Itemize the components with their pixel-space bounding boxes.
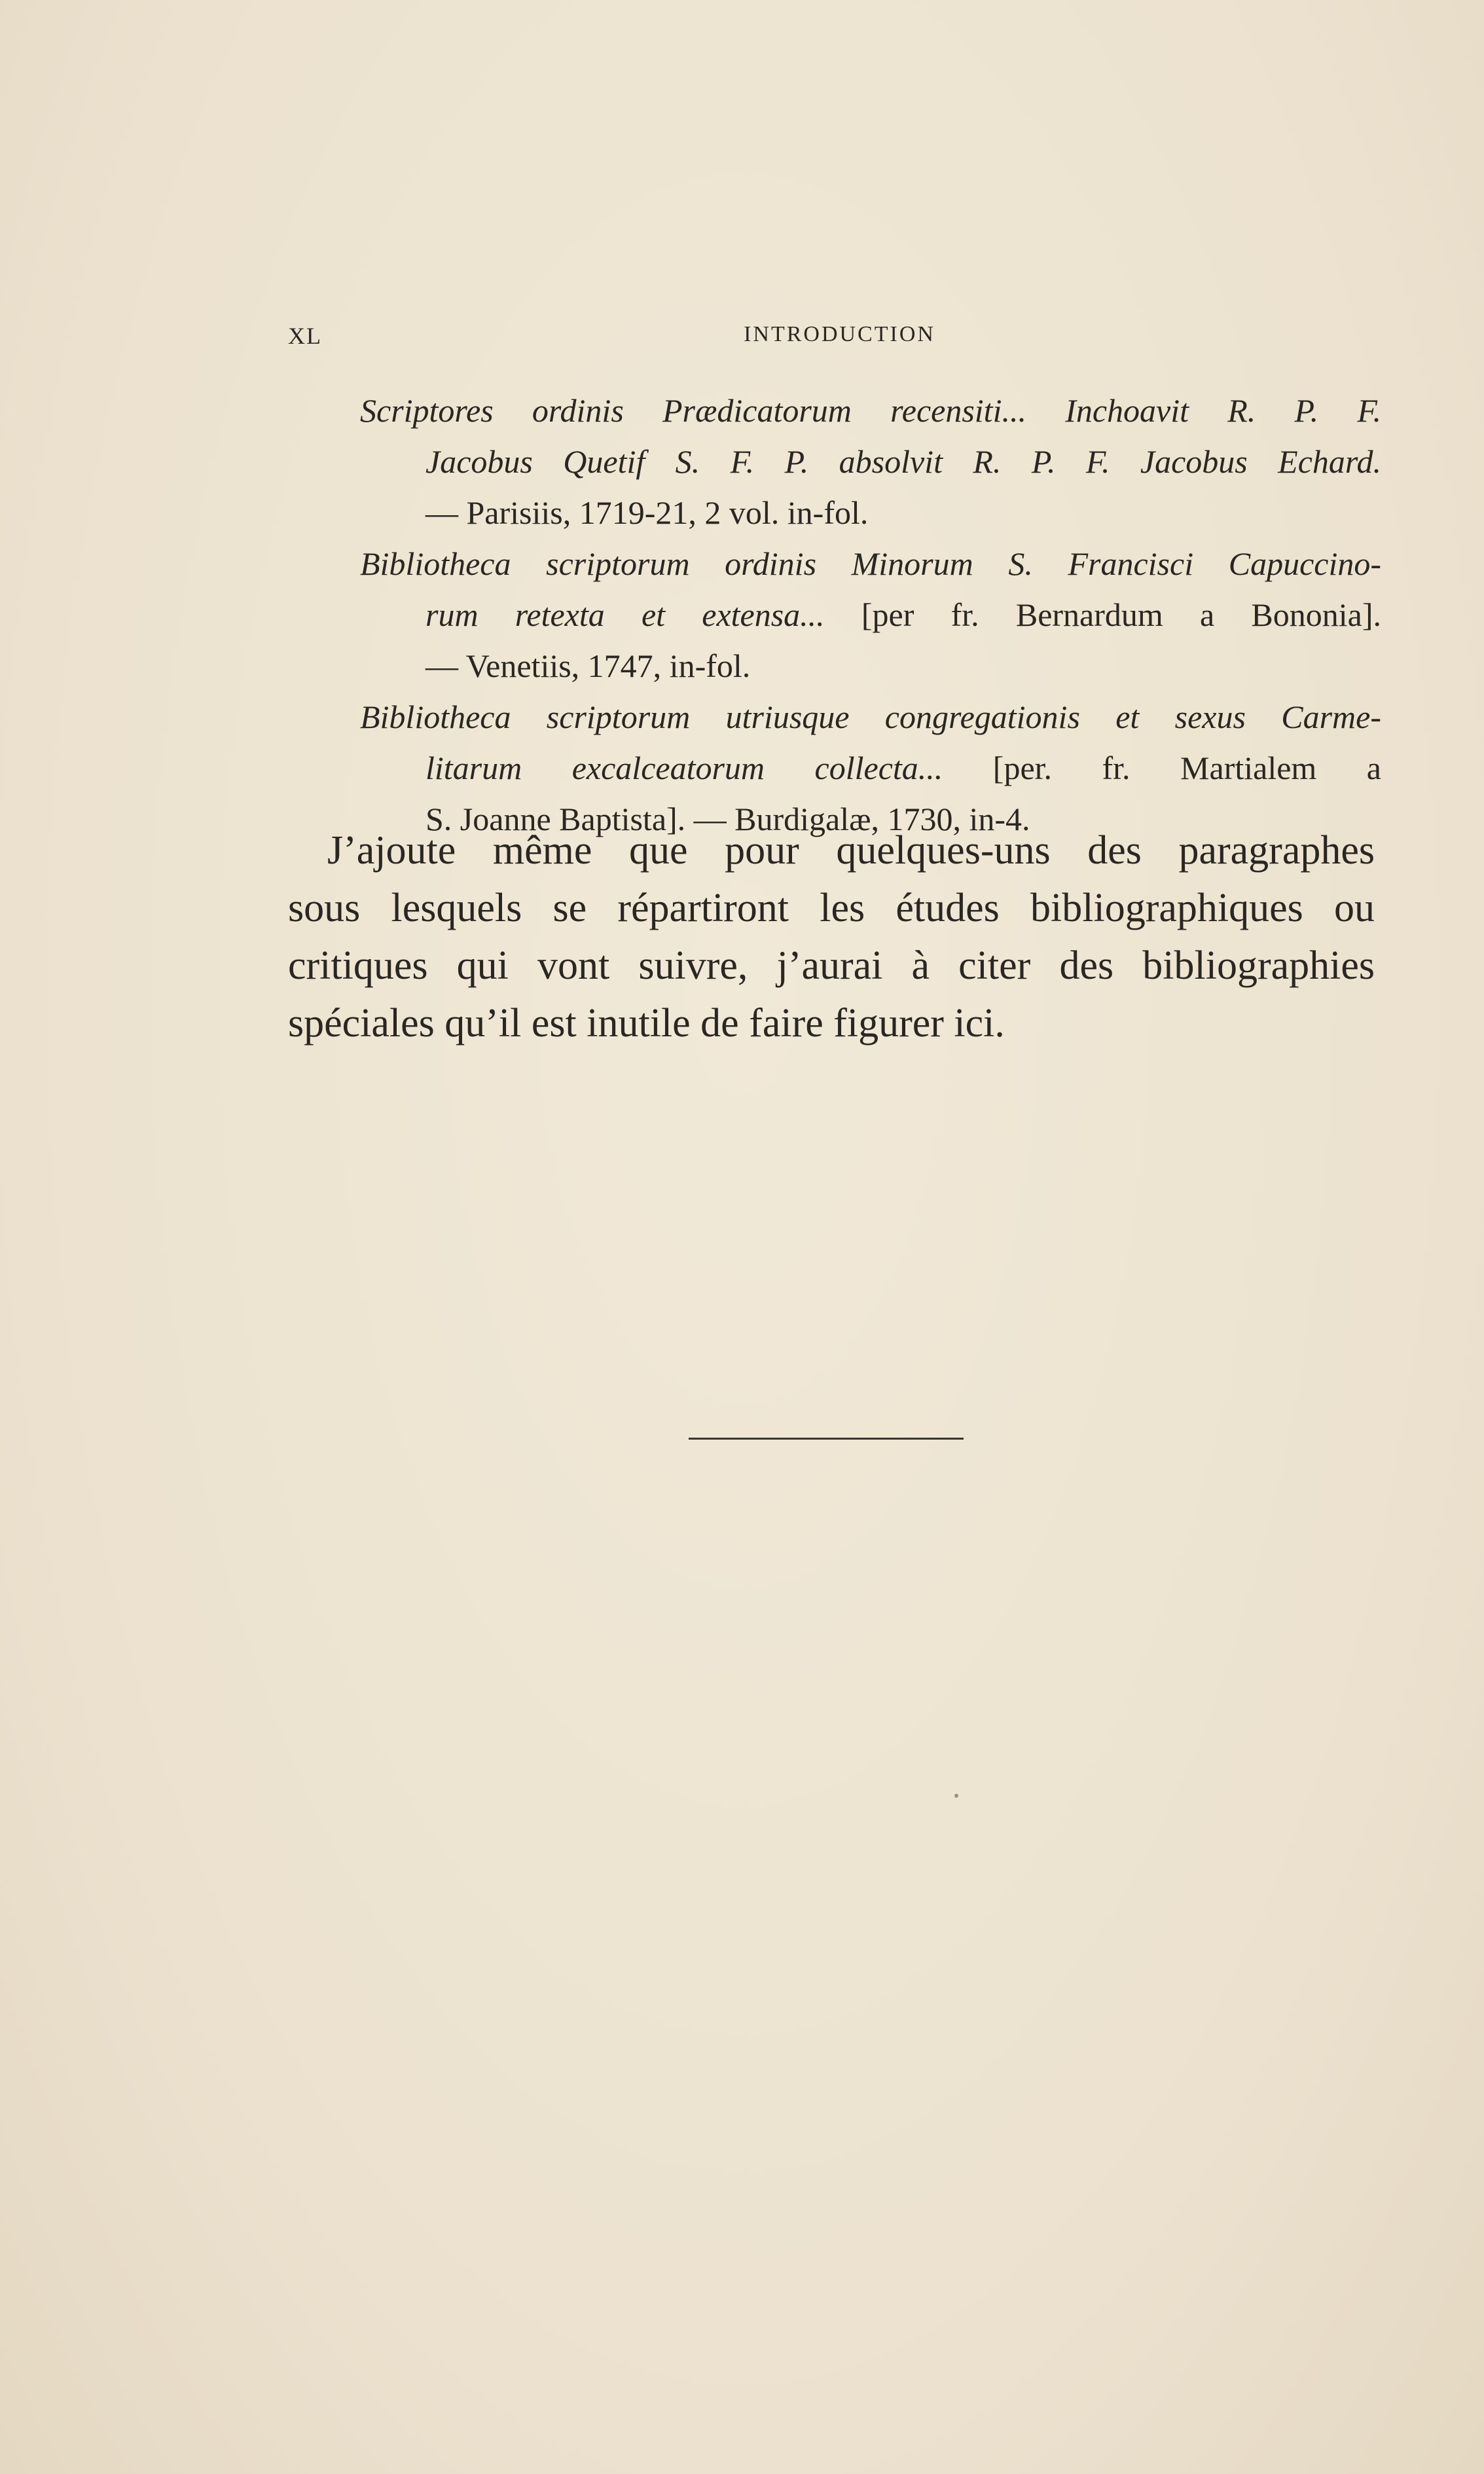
bibliography-list [360, 385, 1381, 845]
paper-speck [954, 1794, 958, 1798]
bibliography-entry [360, 385, 1381, 538]
entry-line: Bibliotheca scriptorum ordinis Minorum S. Francisci Capuccino- [360, 545, 1381, 582]
entry-line [360, 742, 1381, 793]
entry-attribution: [per fr. Bernardum a Bononia]. [824, 596, 1381, 633]
running-title: INTRODUCTION [744, 322, 935, 346]
paragraph-line: critiques qui vont suivre, j’aurai à citer des bibliographies [288, 943, 1375, 988]
paragraph-line: J’ajoute même que pour quelques-uns des paragraphes [327, 828, 1375, 873]
entry-line: Scriptores ordinis Prædicatorum recensiti... Inchoavit R. P. F. [360, 392, 1381, 429]
entry-line: Bibliotheca scriptorum utriusque congregationis et sexus Carme- [360, 699, 1381, 735]
entry-line: — Venetiis, 1747, in-fol. [425, 647, 751, 684]
entry-line: — Parisiis, 1719-21, 2 vol. in-fol. [425, 494, 869, 531]
entry-line: Jacobus Quetif S. F. P. absolvit R. P. F. Jacobus Echard. [425, 443, 1381, 480]
bibliography-entry [360, 538, 1381, 691]
section-end-rule [689, 1438, 964, 1440]
page-number: XL [288, 323, 322, 349]
running-head [288, 322, 1391, 355]
paragraph-line: spéciales qu’il est inutile de faire figurer ici. [288, 1001, 1005, 1046]
body-paragraph [288, 822, 1375, 1052]
paragraph-line: sous lesquels se répartiront les études bibliographiques ou [288, 886, 1375, 930]
entry-title-fragment: litarum excalceatorum collecta... [425, 750, 943, 786]
entry-line: S. Joanne Baptista]. — Burdigalæ, 1730, in-4. [425, 801, 1030, 837]
entry-title-fragment: rum retexta et extensa... [425, 596, 825, 633]
entry-line [360, 589, 1381, 640]
entry-attribution: [per. fr. Martialem a [943, 750, 1381, 786]
